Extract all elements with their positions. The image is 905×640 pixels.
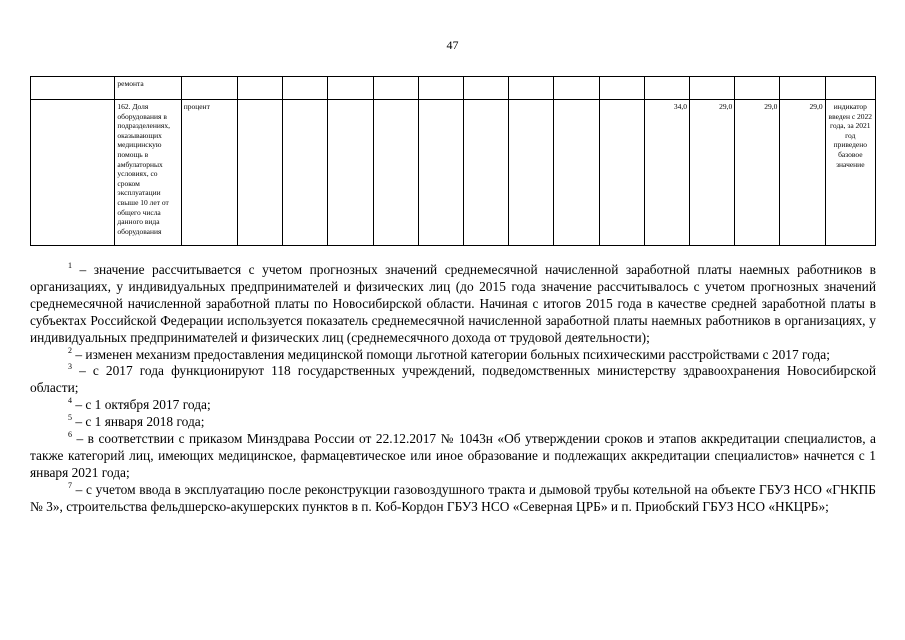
table-cell xyxy=(373,100,418,246)
table-row xyxy=(31,77,876,100)
table-cell-value: 29,0 xyxy=(780,100,825,246)
table-cell xyxy=(644,77,689,100)
footnotes xyxy=(30,262,876,516)
table-cell xyxy=(181,77,237,100)
footnote-number: 4 xyxy=(68,396,72,406)
table-cell xyxy=(735,77,780,100)
table-cell xyxy=(237,77,282,100)
table-cell xyxy=(780,77,825,100)
footnote-text: – изменен механизм предоставления медицинской помощи льготной категории больных психическими расстройствами с 2017 года; xyxy=(72,346,830,362)
table-cell-value: 29,0 xyxy=(735,100,780,246)
table-cell xyxy=(31,100,115,246)
table-row xyxy=(31,100,876,246)
table-cell-indicator: 162. Доля оборудования в подразделениях, оказывающих медицинскую помощь в амбулаторных условиях, со сроком эксплуатации свыше 10 лет от общего числа данного вида оборудования xyxy=(115,100,181,246)
footnote xyxy=(30,482,876,516)
table-cell xyxy=(373,77,418,100)
footnote-number: 7 xyxy=(68,480,72,490)
footnote xyxy=(30,397,876,414)
table-cell-indicator: ремонта xyxy=(115,77,181,100)
table-cell xyxy=(825,77,875,100)
table-cell xyxy=(283,100,328,246)
footnote xyxy=(30,431,876,482)
footnote-text: – с учетом ввода в эксплуатацию после реконструкции газовоздушного тракта и дымовой трубы котельной на объекте ГБУЗ НСО «ГНКПБ № 3», строительства фельдшерско-акушерских пунктов в п. Коб-Кордон ГБУЗ НСО «Северная ЦРБ» и п. Приобский ГБУЗ НСО «НКЦРБ»; xyxy=(30,481,876,514)
table-cell xyxy=(328,100,373,246)
footnote-text: – значение рассчитывается с учетом прогнозных значений среднемесячной начисленной заработной платы наемных работников в организациях, у индивидуальных предпринимателей и физических лиц (до 2015 года значение рассчитывалось с учетом прогнозных значений среднемесячной начисленной заработной платы по Новосибирской области. Начиная с итогов 2015 года в качестве средней заработной платы в субъектах Российской Федерации используется показатель среднемесячной начисленной заработной платы наемных работников в организациях, у индивидуальных предпринимателей и физических лиц (среднемесячного дохода от трудовой деятельности); xyxy=(30,262,876,345)
table-cell-note: индикатор введен с 2022 года, за 2021 год приведено базовое значение xyxy=(825,100,875,246)
table-cell xyxy=(418,77,463,100)
table-cell xyxy=(283,77,328,100)
table-cell xyxy=(509,77,554,100)
table-cell xyxy=(328,77,373,100)
indicators-table xyxy=(30,76,876,246)
footnote-text: – с 1 октября 2017 года; xyxy=(72,397,211,413)
footnote xyxy=(30,347,876,364)
table-cell-value: 34,0 xyxy=(644,100,689,246)
table-cell-unit: процент xyxy=(181,100,237,246)
footnote-number: 5 xyxy=(68,413,72,423)
table-cell xyxy=(463,100,508,246)
table-cell xyxy=(418,100,463,246)
table-cell xyxy=(690,77,735,100)
footnote-number: 6 xyxy=(68,430,72,440)
footnote-text: – с 1 января 2018 года; xyxy=(72,414,205,430)
footnote-text: – с 2017 года функционируют 118 государственных учреждений, подведомственных министерству здравоохранения Новосибирской области; xyxy=(30,363,876,396)
footnote-number: 1 xyxy=(68,261,72,270)
table-cell xyxy=(554,100,599,246)
table-cell xyxy=(463,77,508,100)
footnote-number: 2 xyxy=(68,345,72,355)
footnote xyxy=(30,262,876,347)
table-cell xyxy=(554,77,599,100)
footnote-number: 3 xyxy=(68,362,72,372)
page-number: 47 xyxy=(446,38,459,52)
table-cell-value: 29,0 xyxy=(690,100,735,246)
table-cell xyxy=(599,77,644,100)
footnote xyxy=(30,363,876,397)
table-cell xyxy=(237,100,282,246)
table-cell xyxy=(509,100,554,246)
footnote xyxy=(30,414,876,431)
table-cell xyxy=(599,100,644,246)
footnote-text: – в соответствии с приказом Минздрава России от 22.12.2017 № 1043н «Об утверждении сроков и этапов аккредитации специалистов, а также категорий лиц, имеющих медицинское, фармацевтическое или иное образование и подлежащих аккредитации специалистов» начнется с 1 января 2021 года; xyxy=(30,431,876,480)
table-cell xyxy=(31,77,115,100)
